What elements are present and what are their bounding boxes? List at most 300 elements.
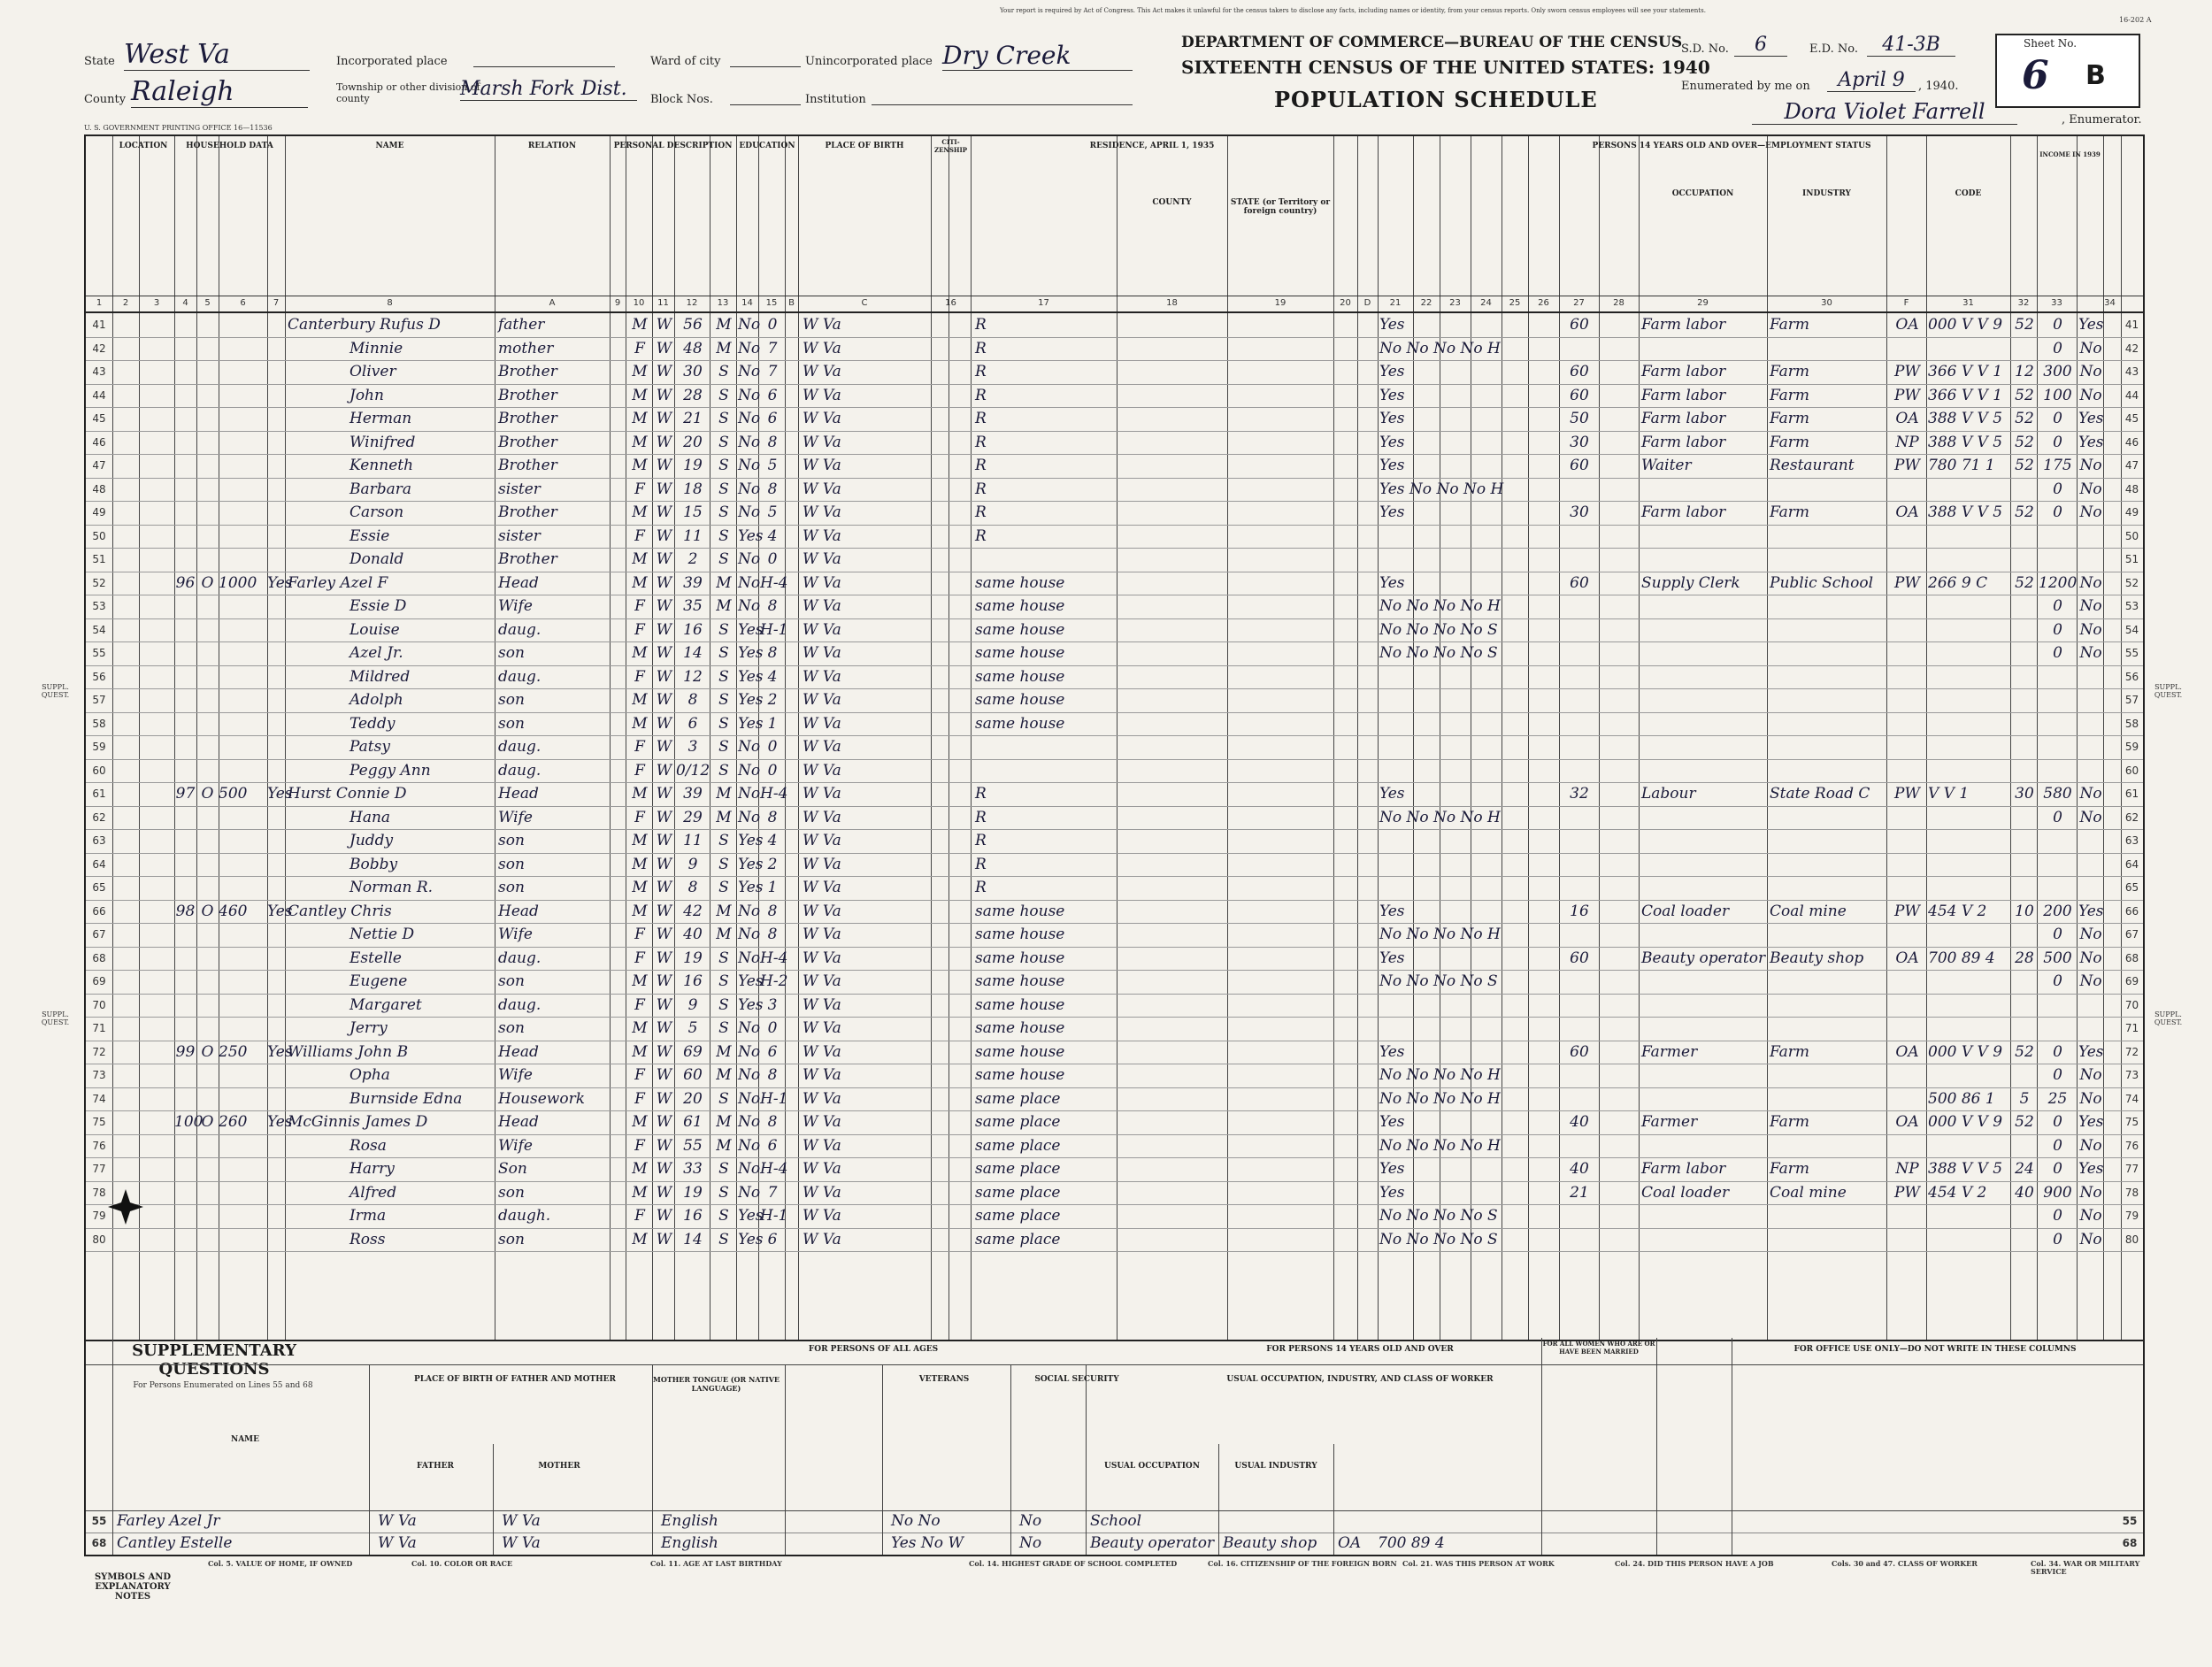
cell-inc: 0 — [2053, 1160, 2062, 1178]
cell-sex: M — [632, 1160, 648, 1178]
hdr-relation: RELATION — [527, 142, 577, 150]
cell-name: Burnside Edna — [349, 1089, 463, 1108]
line-number: 66 — [2124, 904, 2139, 918]
cell-gr: H-1 — [760, 1207, 788, 1225]
line-number: 76 — [2124, 1139, 2139, 1152]
column-number: 26 — [1538, 298, 1549, 308]
cell-sex: F — [634, 1136, 645, 1155]
cell-age: 14 — [683, 644, 703, 662]
cell-hrs: 30 — [1570, 433, 1589, 451]
line-number: 64 — [92, 857, 106, 871]
county-value: Raleigh — [131, 76, 308, 108]
cell-birth: W Va — [803, 667, 841, 686]
cell-sex: M — [632, 972, 648, 990]
supp-cell-name: Farley Azel Jr — [117, 1512, 220, 1530]
table-row — [86, 688, 2143, 713]
cell-code: 266 9 C — [1928, 573, 1988, 592]
cell-race: W — [656, 949, 672, 967]
cell-gr: 0 — [767, 761, 778, 780]
star-icon — [106, 1187, 145, 1226]
footer-col16: Col. 16. CITIZENSHIP OF THE FOREIGN BORN — [1208, 1559, 1397, 1568]
cell-cls: PW — [1894, 457, 1920, 474]
cell-rel: son — [498, 1230, 525, 1248]
cell-name: Ross — [349, 1230, 386, 1248]
column-number: 20 — [1340, 298, 1351, 308]
cell-res: R — [975, 433, 987, 451]
cell-race: W — [656, 457, 672, 474]
cell-sch: No — [738, 573, 761, 592]
cell-code: 500 86 1 — [1928, 1089, 1995, 1108]
line-number: 57 — [2124, 694, 2139, 706]
cell-race: W — [656, 620, 672, 639]
cell-inc: 300 — [2043, 363, 2072, 380]
cell-cls: PW — [1894, 573, 1920, 592]
cell-ind: Restaurant — [1770, 457, 1855, 474]
cell-rel: Head — [498, 902, 539, 920]
table-row — [86, 618, 2143, 643]
cell-rel: sister — [498, 526, 541, 545]
cell-sch: No — [738, 761, 761, 780]
institution-label: Institution — [805, 93, 866, 106]
supp-cell-ss: No — [1019, 1512, 1042, 1530]
cell-w: No No No No S — [1379, 644, 1498, 662]
cell-birth: W Va — [803, 808, 841, 826]
cell-cls: PW — [1894, 785, 1920, 803]
column-number: 8 — [387, 298, 393, 308]
cell-mar: M — [716, 1066, 732, 1084]
cell-code: 388 V V 5 — [1928, 1160, 2003, 1178]
cell-age: 56 — [683, 316, 703, 334]
supp-usual-hdr: USUAL OCCUPATION, INDUSTRY, AND CLASS OF WORKER — [1226, 1375, 1494, 1384]
supp-cell-father: W Va — [378, 1512, 417, 1530]
cell-res: R — [975, 457, 987, 474]
cell-age: 33 — [683, 1160, 703, 1178]
cell-birth: W Va — [803, 410, 841, 427]
line-number: 75 — [2124, 1116, 2139, 1128]
cell-birth: W Va — [803, 1183, 841, 1202]
cell-inc: 0 — [2053, 972, 2062, 990]
supp-birthplace-hdr: PLACE OF BIRTH OF FATHER AND MOTHER — [414, 1375, 616, 1384]
supp-all-ages: FOR PERSONS OF ALL AGES — [808, 1345, 939, 1354]
cell-code: 366 V V 1 — [1928, 386, 2003, 404]
cell-ind: Farm — [1770, 410, 1810, 427]
cell-name: Juddy — [349, 832, 394, 849]
cell-race: W — [656, 480, 672, 498]
footer-col34: Col. 34. WAR OR MILITARY SERVICE — [2031, 1559, 2140, 1576]
cell-w: Yes — [1379, 433, 1405, 451]
line-number: 53 — [2124, 600, 2139, 612]
cell-hrs: 40 — [1570, 1113, 1589, 1131]
cell-sch: Yes — [738, 620, 764, 639]
cell-mar: S — [718, 550, 729, 568]
cell-oth: No — [2079, 808, 2102, 826]
table-row — [86, 572, 2143, 596]
cell-mar: S — [718, 1207, 729, 1225]
cell-mar: M — [716, 785, 732, 803]
cell-inc: 0 — [2053, 644, 2062, 662]
cell-age: 29 — [683, 808, 703, 826]
cell-oth: Yes — [2078, 902, 2104, 920]
cell-age: 16 — [683, 972, 703, 990]
cell-gr: 6 — [767, 1042, 778, 1061]
cell-wk: 5 — [2019, 1089, 2030, 1108]
line-number: 80 — [92, 1233, 106, 1246]
hdr-state: STATE (or Territory or foreign country) — [1230, 198, 1331, 216]
cell-sex: F — [634, 597, 645, 615]
cell-race: W — [656, 1042, 672, 1061]
cell-age: 39 — [683, 573, 703, 592]
table-row — [86, 525, 2143, 549]
line-number: 54 — [92, 623, 106, 636]
cell-name: Donald — [349, 550, 404, 568]
cell-sch: No — [738, 386, 761, 404]
column-number: 24 — [1480, 298, 1492, 308]
table-row — [86, 1181, 2143, 1206]
cell-wk: 52 — [2015, 316, 2034, 334]
cell-w: Yes No No No H — [1379, 480, 1504, 498]
cell-name: Williams John B — [288, 1042, 409, 1061]
column-number: 4 — [182, 298, 188, 308]
enumerated-year: , 1940. — [1918, 80, 1959, 93]
cell-gr: 5 — [767, 457, 778, 474]
cell-rel: daug. — [498, 620, 541, 639]
cell-res: R — [975, 386, 987, 404]
column-number: 3 — [153, 298, 160, 308]
cell-val: 260 — [219, 1113, 248, 1131]
cell-race: W — [656, 1160, 672, 1178]
cell-num: 100 — [174, 1113, 204, 1131]
cell-own: O — [201, 1113, 214, 1131]
cell-gr: H-1 — [760, 1089, 788, 1108]
cell-gr: 0 — [767, 316, 778, 334]
supp-cell-father: W Va — [378, 1534, 417, 1552]
table-row — [86, 1204, 2143, 1229]
cell-name: Oliver — [349, 363, 396, 380]
cell-race: W — [656, 316, 672, 334]
cell-wk: 28 — [2015, 949, 2034, 967]
cell-res: R — [975, 316, 987, 334]
cell-sch: No — [738, 550, 761, 568]
cell-race: W — [656, 597, 672, 615]
cell-mar: S — [718, 855, 729, 873]
cell-rel: son — [498, 879, 525, 896]
census-title: SIXTEENTH CENSUS OF THE UNITED STATES: 1940 — [1181, 57, 1710, 78]
cell-name: Kenneth — [349, 457, 414, 474]
cell-gr: 8 — [767, 644, 778, 662]
cell-wk: 10 — [2015, 902, 2034, 920]
column-number: 31 — [1962, 298, 1974, 308]
hdr-location: LOCATION — [119, 142, 168, 150]
cell-res: R — [975, 785, 987, 803]
cell-age: 5 — [687, 1019, 698, 1037]
supp-cell-occ: Beauty operator — [1090, 1534, 1215, 1552]
line-number: 68 — [92, 951, 106, 964]
cell-wk: 52 — [2015, 457, 2034, 474]
cell-w: Yes — [1379, 503, 1405, 521]
line-number: 51 — [2124, 553, 2139, 565]
sd-value: 6 — [1734, 34, 1787, 57]
cell-birth: W Va — [803, 644, 841, 662]
cell-hrs: 21 — [1570, 1183, 1589, 1202]
cell-race: W — [656, 714, 672, 733]
cell-w: Yes — [1379, 457, 1405, 474]
cell-w: No No No No H — [1379, 597, 1501, 615]
hdr-personal: PERSONAL DESCRIPTION — [613, 142, 733, 150]
cell-birth: W Va — [803, 620, 841, 639]
cell-birth: W Va — [803, 503, 841, 521]
cell-farm: Yes — [267, 1113, 293, 1131]
cell-inc: 0 — [2053, 480, 2062, 498]
cell-rel: sister — [498, 480, 541, 498]
cell-birth: W Va — [803, 855, 841, 873]
cell-age: 20 — [683, 433, 703, 451]
line-number: 73 — [92, 1069, 106, 1081]
cell-res: same house — [975, 1019, 1065, 1037]
table-row — [86, 853, 2143, 878]
cell-birth: W Va — [803, 926, 841, 943]
cell-oth: No — [2079, 644, 2102, 662]
line-number: 80 — [2124, 1233, 2139, 1246]
cell-gr: H-2 — [760, 972, 788, 990]
cell-gr: 8 — [767, 902, 778, 920]
cell-w: No No No No S — [1379, 1207, 1498, 1225]
hdr-name: NAME — [375, 142, 404, 150]
cell-wk: 52 — [2015, 573, 2034, 592]
cell-cls: NP — [1895, 1160, 1919, 1178]
cell-rel: Wife — [498, 1136, 533, 1155]
hdr-county: COUNTY — [1152, 198, 1192, 207]
supp-veterans-hdr: VETERANS — [918, 1375, 970, 1384]
cell-sex: M — [632, 410, 648, 427]
cell-wk: 40 — [2015, 1183, 2034, 1202]
cell-age: 9 — [687, 995, 698, 1014]
cell-wk: 52 — [2015, 433, 2034, 451]
cell-rel: Brother — [498, 457, 557, 474]
supp-mother-hdr: MOTHER — [538, 1462, 580, 1471]
cell-occ: Farm labor — [1641, 1160, 1726, 1178]
table-row — [86, 501, 2143, 526]
cell-race: W — [656, 972, 672, 990]
cell-birth: W Va — [803, 526, 841, 545]
cell-occ: Farm labor — [1641, 363, 1726, 380]
line-number: 41 — [2124, 319, 2139, 331]
cell-sch: No — [738, 1066, 761, 1084]
cell-name: Norman R. — [349, 879, 434, 896]
cell-sex: M — [632, 832, 648, 849]
line-number: 52 — [92, 576, 106, 589]
cell-sex: M — [632, 433, 648, 451]
cell-code: 780 71 1 — [1928, 457, 1995, 474]
cell-sch: Yes — [738, 972, 764, 990]
sheet-label: Sheet No. — [2024, 37, 2078, 50]
line-number: 46 — [92, 435, 106, 449]
cell-race: W — [656, 1136, 672, 1155]
cell-name: McGinnis James D — [288, 1113, 428, 1131]
cell-wk: 52 — [2015, 410, 2034, 427]
cell-race: W — [656, 1230, 672, 1248]
cell-name: Winifred — [349, 433, 416, 451]
footer-col24: Col. 24. DID THIS PERSON HAVE A JOB — [1615, 1559, 1774, 1568]
cell-sex: M — [632, 902, 648, 920]
line-number: 48 — [2124, 482, 2139, 495]
cell-res: R — [975, 480, 987, 498]
cell-w: Yes — [1379, 949, 1405, 967]
cell-hrs: 60 — [1570, 363, 1589, 380]
state-label: State — [84, 55, 115, 68]
cell-mar: S — [718, 503, 729, 521]
cell-cls: PW — [1894, 363, 1920, 380]
cell-name: Essie — [349, 526, 390, 545]
enumerator-name: Dora Violet Farrell — [1752, 99, 2017, 125]
cell-sex: F — [634, 620, 645, 639]
cell-age: 55 — [683, 1136, 703, 1155]
cell-oth: No — [2079, 949, 2102, 967]
table-row — [86, 1087, 2143, 1112]
cell-mar: S — [718, 1160, 729, 1178]
cell-rel: Brother — [498, 363, 557, 380]
cell-oth: No — [2079, 620, 2102, 639]
cell-res: R — [975, 526, 987, 545]
supp-usual-occ-hdr: USUAL OCCUPATION — [1104, 1462, 1200, 1471]
unincorporated-value: Dry Creek — [942, 41, 1133, 71]
cell-gr: 2 — [767, 691, 778, 709]
supp-cell-mother: W Va — [502, 1512, 541, 1530]
hdr-industry: INDUSTRY — [1802, 189, 1851, 198]
line-number: 78 — [92, 1186, 106, 1199]
cell-gr: 2 — [767, 855, 778, 873]
cell-gr: 8 — [767, 597, 778, 615]
cell-oth: Yes — [2078, 1160, 2104, 1178]
cell-rel: father — [498, 316, 545, 334]
column-number: 10 — [633, 298, 645, 308]
cell-sch: Yes — [738, 714, 764, 733]
line-number: 55 — [92, 647, 106, 659]
cell-hrs: 60 — [1570, 949, 1589, 967]
cell-age: 9 — [687, 855, 698, 873]
cell-age: 69 — [683, 1042, 703, 1061]
column-number: 25 — [1509, 298, 1521, 308]
state-value: West Va — [124, 39, 310, 71]
cell-w: Yes — [1379, 316, 1405, 334]
cell-ind: Farm — [1770, 1113, 1810, 1131]
cell-birth: W Va — [803, 573, 841, 592]
cell-race: W — [656, 808, 672, 826]
cell-sch: No — [738, 785, 761, 803]
line-number: 60 — [92, 764, 106, 777]
cell-race: W — [656, 995, 672, 1014]
table-row — [86, 478, 2143, 503]
cell-wk: 52 — [2015, 503, 2034, 521]
supp-office: FOR OFFICE USE ONLY—DO NOT WRITE IN THESE COLUMNS — [1793, 1345, 2077, 1354]
footer-col30: Cols. 30 and 47. CLASS OF WORKER — [1832, 1559, 1978, 1568]
schedule-title: POPULATION SCHEDULE — [1274, 87, 1598, 112]
cell-sch: No — [738, 1113, 761, 1131]
suppl-quest-68-right: SUPPL. QUEST. — [2154, 1010, 2183, 1026]
line-number: 43 — [92, 365, 106, 378]
cell-rel: son — [498, 855, 525, 873]
hdr-income: INCOME IN 1939 — [2039, 150, 2101, 158]
cell-name: Alfred — [349, 1183, 397, 1202]
cell-own: O — [201, 1042, 214, 1061]
suppl-quest-55: SUPPL. QUEST. — [41, 683, 70, 699]
cell-num: 98 — [175, 902, 196, 920]
cell-mar: S — [718, 691, 729, 709]
cell-gr: 0 — [767, 738, 778, 756]
supp-rows — [86, 1510, 2143, 1555]
cell-w: Yes — [1379, 1042, 1405, 1061]
supp-subtitle: For Persons Enumerated on Lines 55 and 68 — [133, 1381, 313, 1390]
cell-sch: Yes — [738, 855, 764, 873]
column-number: 5 — [204, 298, 211, 308]
line-number: 71 — [2124, 1022, 2139, 1034]
cell-occ: Farmer — [1641, 1042, 1698, 1061]
table-row — [86, 900, 2143, 925]
hdr-household: HOUSEHOLD DATA — [186, 142, 273, 150]
supp-row — [86, 1510, 2143, 1533]
supp-cell-cls: OA — [1338, 1534, 1362, 1552]
cell-name: Adolph — [349, 691, 403, 709]
cell-oth: No — [2079, 785, 2102, 803]
line-number: 57 — [92, 694, 106, 706]
cell-sex: M — [632, 691, 648, 709]
cell-inc: 0 — [2053, 1207, 2062, 1225]
cell-race: W — [656, 1113, 672, 1131]
cell-res: same house — [975, 926, 1065, 943]
cell-race: W — [656, 832, 672, 849]
line-number: 49 — [92, 506, 106, 519]
cell-oth: No — [2079, 1089, 2102, 1108]
cell-sex: M — [632, 573, 648, 592]
enumerated-date: April 9 — [1827, 69, 1916, 92]
cell-inc: 0 — [2053, 1042, 2062, 1061]
footer-symbols: SYMBOLS AND EXPLANATORY NOTES — [94, 1572, 172, 1602]
hdr-citizenship: CITI-ZENSHIP — [933, 138, 968, 154]
table-row — [86, 829, 2143, 854]
cell-inc: 100 — [2043, 386, 2072, 404]
cell-race: W — [656, 1207, 672, 1225]
column-number: A — [549, 298, 556, 308]
cell-name: Eugene — [349, 972, 408, 990]
cell-birth: W Va — [803, 1230, 841, 1248]
supp-line-number: 68 — [91, 1537, 107, 1549]
cell-rel: Brother — [498, 503, 557, 521]
line-number: 44 — [92, 388, 106, 402]
cell-gr: 8 — [767, 926, 778, 943]
line-number: 61 — [92, 787, 106, 800]
cell-inc: 0 — [2053, 1066, 2062, 1084]
enumerated-label: Enumerated by me on — [1681, 80, 1810, 93]
cell-age: 8 — [687, 691, 698, 709]
sheet-box — [1995, 34, 2140, 108]
cell-sex: F — [634, 926, 645, 943]
cell-occ: Farm labor — [1641, 386, 1726, 404]
cell-own: O — [201, 902, 214, 920]
cell-hrs: 40 — [1570, 1160, 1589, 1178]
cell-age: 60 — [683, 1066, 703, 1084]
cell-gr: 6 — [767, 1230, 778, 1248]
hdr-occupation: OCCUPATION — [1671, 189, 1734, 198]
cell-race: W — [656, 879, 672, 896]
cell-inc: 0 — [2053, 620, 2062, 639]
cell-age: 19 — [683, 1183, 703, 1202]
cell-mar: S — [718, 457, 729, 474]
column-number: 34 — [2104, 298, 2116, 308]
table-row — [86, 735, 2143, 760]
cell-birth: W Va — [803, 480, 841, 498]
cell-race: W — [656, 363, 672, 380]
cell-birth: W Va — [803, 1066, 841, 1084]
cell-gr: 4 — [767, 667, 778, 686]
